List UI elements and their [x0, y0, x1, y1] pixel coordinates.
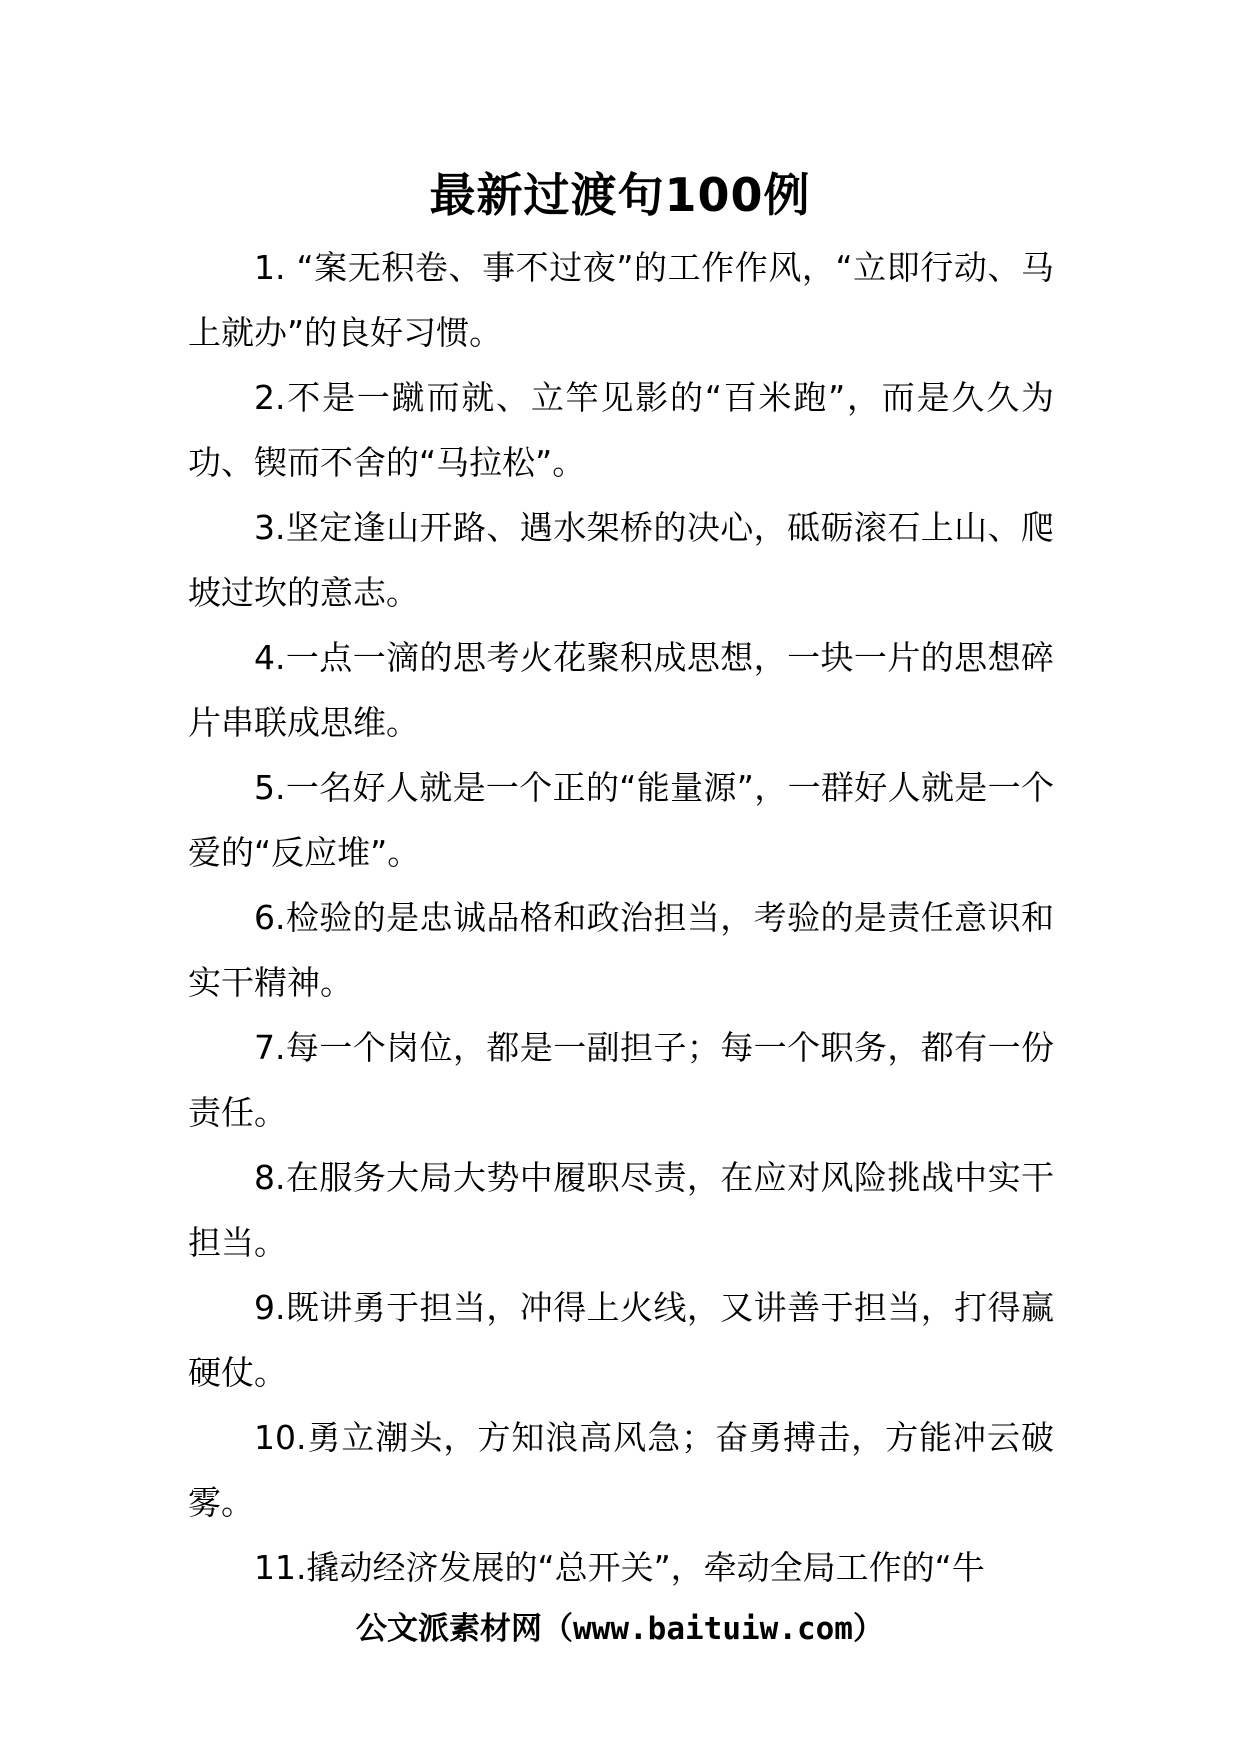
list-item: 2.不是一蹴而就、立竿见影的“百米跑”，而是久久为功、锲而不舍的“马拉松”。 [188, 378, 1054, 482]
list-item: 4.一点一滴的思考火花聚积成思想，一块一片的思想碎片串联成思维。 [188, 638, 1054, 742]
footer-close-paren: ） [852, 1611, 884, 1647]
list-item: 3.坚定逢山开路、遇水架桥的决心，砥砺滚石上山、爬坡过坎的意志。 [188, 508, 1054, 612]
list-item: 1. “案无积卷、事不过夜”的工作作风，“立即行动、马上就办”的良好习惯。 [188, 248, 1054, 352]
list-item: 5.一名好人就是一个正的“能量源”，一群好人就是一个爱的“反应堆”。 [188, 768, 1054, 872]
footer-url: www.baituiw.com [573, 1611, 853, 1647]
document-title: 最新过渡句100例 [429, 168, 811, 222]
footer-open-paren: （ [542, 1611, 574, 1647]
footer-site-name: 公文派素材网 [356, 1611, 543, 1647]
list-item: 10.勇立潮头，方知浪高风急；奋勇搏击，方能冲云破雾。 [188, 1418, 1054, 1522]
page-footer [0, 1604, 1240, 1654]
list-item: 9.既讲勇于担当，冲得上火线，又讲善于担当，打得赢硬仗。 [188, 1288, 1054, 1392]
list-item: 7.每一个岗位，都是一副担子；每一个职务，都有一份责任。 [188, 1028, 1054, 1132]
list-item: 8.在服务大局大势中履职尽责，在应对风险挑战中实干担当。 [188, 1158, 1054, 1262]
list-item: 6.检验的是忠诚品格和政治担当，考验的是责任意识和实干精神。 [188, 898, 1054, 1002]
document-body [188, 235, 1054, 1600]
list-item: 11.撬动经济发展的“总开关”，牵动全局工作的“牛 [254, 1548, 985, 1587]
